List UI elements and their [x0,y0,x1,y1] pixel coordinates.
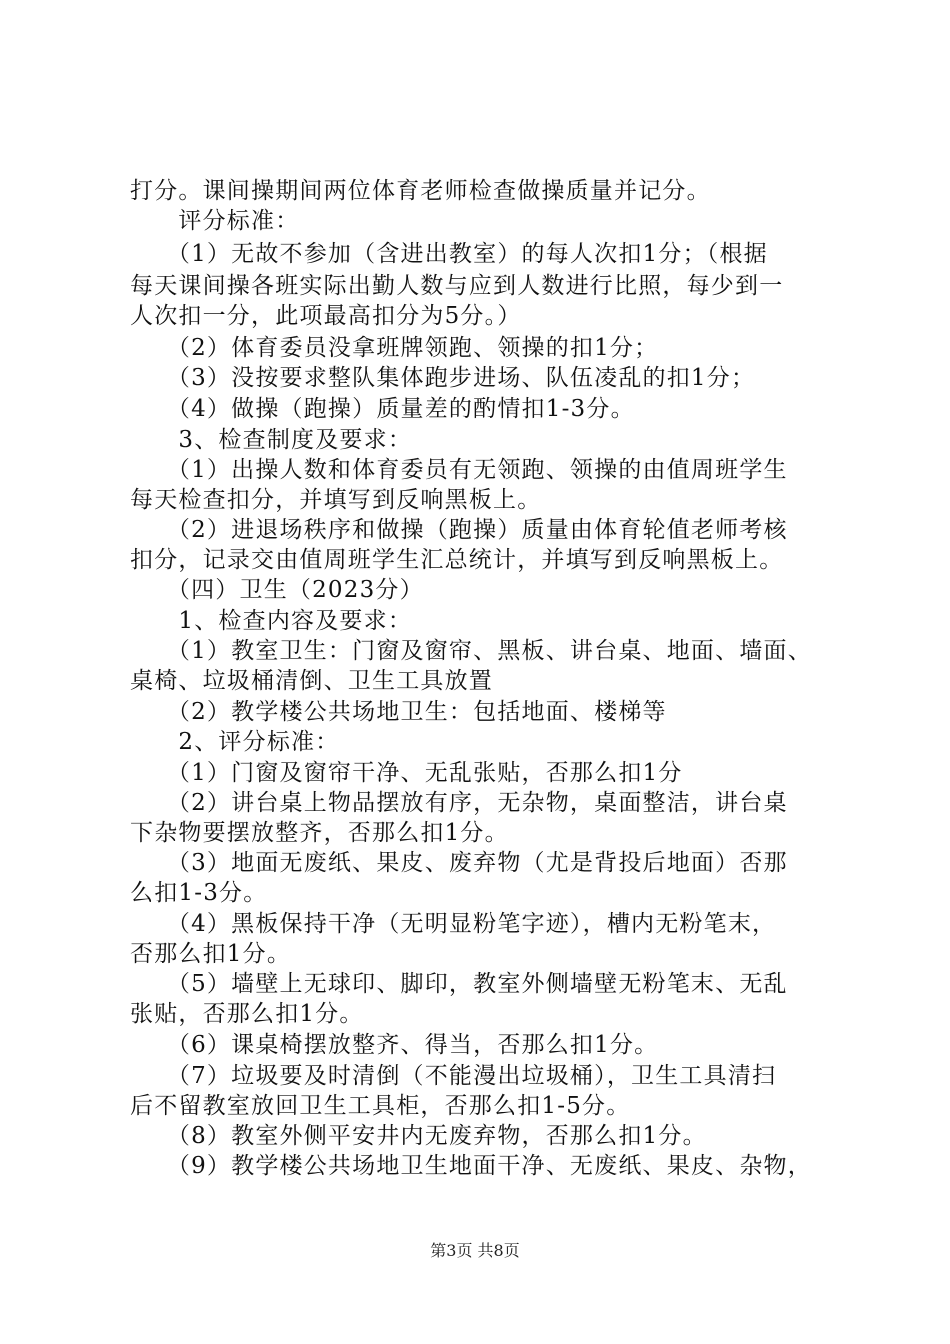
section-heading: （四）卫生（2023分） [130,577,424,603]
text-line: （1）出操人数和体育委员有无领跑、领操的由值周班学生 [130,457,788,483]
text-line: （6）课桌椅摆放整齐、得当，否那么扣1分。 [130,1032,659,1058]
text-line: （3）没按要求整队集体跑步进场、队伍凌乱的扣1分； [130,365,756,391]
text-line: （4）黑板保持干净（无明显粉笔字迹），槽内无粉笔末， [130,911,777,937]
page-number-footer: 第3页 共8页 [430,1241,520,1260]
text-line: 张贴，否那么扣1分。 [130,1001,364,1027]
text-line: 打分。课间操期间两位体育老师检查做操质量并记分。 [130,178,711,204]
text-line: （9）教学楼公共场地卫生地面干净、无废纸、果皮、杂物， [130,1153,812,1179]
text-line: 桌椅、垃圾桶清倒、卫生工具放置 [130,668,493,694]
text-line: （1）教室卫生：门窗及窗帘、黑板、讲台桌、地面、墙面、 [130,638,812,664]
text-line: （2）进退场秩序和做操（跑操）质量由体育轮值老师考核 [130,517,788,543]
text-line: 每天检查扣分，并填写到反响黑板上。 [130,487,542,513]
text-line: （2）教学楼公共场地卫生：包括地面、楼梯等 [130,699,667,725]
text-line: （2）讲台桌上物品摆放有序，无杂物，桌面整洁，讲台桌 [130,790,788,816]
text-line: 3、检查制度及要求： [130,427,413,453]
text-line: （7）垃圾要及时清倒（不能漫出垃圾桶），卫生工具清扫 [130,1063,777,1089]
text-line: 人次扣一分，此项最高扣分为5分。） [130,303,522,329]
text-line: （5）墙壁上无球印、脚印，教室外侧墙壁无粉笔末、无乱 [130,971,788,997]
text-line: （1）无故不参加（含进出教室）的每人次扣1分；（根据 [130,241,768,267]
text-line: （1）门窗及窗帘干净、无乱张贴，否那么扣1分 [130,760,683,786]
text-line: 下杂物要摆放整齐，否那么扣1分。 [130,820,509,846]
text-line: 扣分，记录交由值周班学生汇总统计，并填写到反响黑板上。 [130,547,784,573]
text-line: （2）体育委员没拿班牌领跑、领操的扣1分； [130,335,659,361]
text-line: （8）教室外侧平安井内无废弃物，否那么扣1分。 [130,1123,707,1149]
text-line: 评分标准： [130,208,300,234]
text-line: 否那么扣1分。 [130,941,292,967]
text-line: 每天课间操各班实际出勤人数与应到人数进行比照，每少到一 [130,273,784,299]
text-line: 后不留教室放回卫生工具柜，否那么扣1-5分。 [130,1093,631,1119]
text-line: 1、检查内容及要求： [130,608,413,634]
text-line: （3）地面无废纸、果皮、废弃物（尤是背投后地面）否那 [130,850,788,876]
text-line: 2、评分标准： [130,729,340,755]
text-line: 么扣1-3分。 [130,880,268,906]
text-line: （4）做操（跑操）质量差的酌情扣1-3分。 [130,396,635,422]
